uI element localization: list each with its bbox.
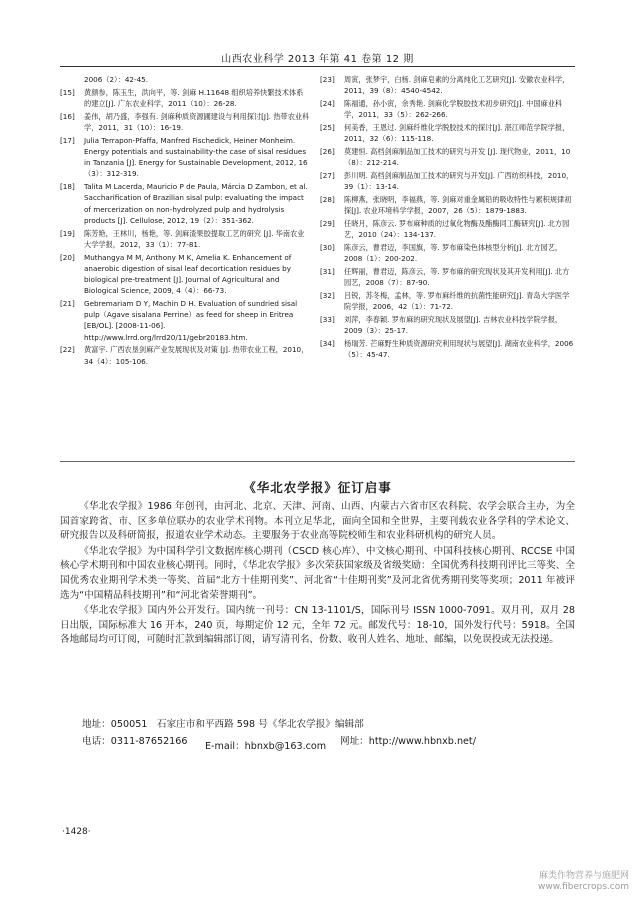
reference-number: [28] xyxy=(320,195,335,204)
watermark-title: 麻类作物营养与施肥网 xyxy=(538,871,629,881)
reference-number: [24] xyxy=(320,99,335,108)
reference-text: 周寅，张梦宇，白杨. 剑麻皂素的分离纯化工艺研究[J]. 安徽农业科学，2011，39（8）：4540-4542. xyxy=(344,75,570,96)
header-divider xyxy=(60,66,575,67)
reference-number: [29] xyxy=(320,219,335,228)
reference-text: 姜伟，胡乃盛，李强有. 剑麻种质资源圃建设与利用探讨[J]. 热带农业科学，2011，31（10）：16-19. xyxy=(84,111,310,132)
reference-text: 莫建恒. 高档剑麻制品加工技术的研究与开发 [J]. 现代物业，2011，10（8）：212-214. xyxy=(344,147,571,168)
reference-number xyxy=(60,74,84,85)
reference-number: [34] xyxy=(320,339,335,348)
page-number: ·1428· xyxy=(62,827,91,837)
reference-number: [19] xyxy=(60,228,75,238)
reference-number: [20] xyxy=(60,252,75,262)
reference-item xyxy=(320,122,575,144)
contact-address: 地址：050051 石家庄市和平西路 598 号《华北农学报》编辑部 xyxy=(82,719,364,730)
reference-item xyxy=(320,314,575,336)
reference-number: [17] xyxy=(60,135,75,145)
reference-item xyxy=(60,74,310,85)
reference-text: 陈彦云，曹君迈，李国旗，等. 罗布麻染色体核型分析[J]. 北方园艺，2008（1）：200-202. xyxy=(344,243,563,264)
notice-title: 《华北农学报》征订启事 xyxy=(243,480,392,495)
reference-item xyxy=(320,74,575,96)
notice-divider xyxy=(60,461,575,462)
reference-item xyxy=(320,218,575,240)
reference-item xyxy=(60,135,310,180)
reference-number: [22] xyxy=(60,345,75,355)
notice-paragraph: 《华北农学报》国内外公开发行。国内统一刊号：CN 13-1101/S，国际刊号 ISSN 1000-7091。双月刊，双月 28 日出版，国际标准大 16 开本，240 页，每期定价 12 元，全年 72 元。邮发代号：18-10，国外发行代号：5918。全国各地邮局均可订阅，可随时汇款到编辑部订阅，请写清刊名、份数、收刊人姓名、地址、邮编，以免误投或无法投递。 xyxy=(60,605,575,646)
site-watermark xyxy=(538,871,629,893)
reference-item xyxy=(320,170,575,192)
reference-text: Julia Terrapon-Pfaffa, Manfred Fischedick, Heiner Monheim. Energy potentials and sustainability-the case of sisal residues in Tanzania [J]. Energy for Sustainable Development, 2012, 16（3）：312-319. xyxy=(84,135,308,179)
contact-email: E-mail：hbnxb@163.com xyxy=(205,741,327,752)
notice-paragraph: 《华北农学报》1986 年创刊，由河北、北京、天津、河南、山西、内蒙古六省市区农科院、农学会联合主办，为全国首家跨省、市、区多单位联办的农业学术刊物。本刊立足华北，面向全国和全世界，主要刊载农业各学科的学术论文、研究报告以及科研简报，报道农业学术动态。主要服务于农业高等院校师生和农业科研机构的研究人员。 xyxy=(60,501,575,542)
reference-text: 陈福通，孙小寅，余秀艳. 剑麻化学脱胶技术初步研究[J]. 中国麻业科学，2011，33（5）：262-266. xyxy=(344,99,563,120)
reference-item xyxy=(60,87,310,109)
reference-item xyxy=(320,290,575,312)
contact-phone: 电话：0311-87652166 xyxy=(82,736,188,747)
reference-item xyxy=(320,146,575,168)
reference-text: Talita M Lacerda, Mauricio P de Paula, Márcia D Zambon, et al. Saccharification of Brazilian sisal pulp: evaluating the impact of mercerization on non-hydrolyzed pulp and hydrolysis products [J]. Cellulose, 2012, 19（2）：351-362. xyxy=(84,182,308,225)
reference-number: [27] xyxy=(320,171,335,180)
notice-paragraph: 《华北农学报》为中国科学引文数据库核心期刊（CSCD 核心库）、中文核心期刊、中国科技核心期刊、RCCSE 中国核心学术期刊和中国农业核心期刊。同时，《华北农学报》多次荣获国家级及省级奖励：全国优秀科技期刊评比三等奖、全国优秀农业期刊学术类一等奖、首届“北方十佳期刊奖”、河北省“十佳期刊奖”及河北省优秀期刊奖等奖项；2011 年被评选为“中国精品科技期刊”和“河北省荣誉期刊”。 xyxy=(60,545,575,601)
reference-text: 任辉丽，曹君迈，陈彦云，等. 罗布麻的研究现状及其开发利用[J]. 北方园艺，2008（7）：87-90. xyxy=(344,267,570,288)
reference-text: 任晓月，陈彦云. 罗布麻种质的过氧化物酶及酯酶同工酶研究[J]. 北方园艺，2010（24）：134-137. xyxy=(344,219,570,240)
reference-number: [23] xyxy=(320,75,335,84)
reference-number: [26] xyxy=(320,147,335,156)
reference-text: 陈柳燕，张晓明，李福燕，等. 剑麻对重金属铅的吸收特性与累积规律初探[J]. 农业环境科学学报，2007，26（5）：1879-1883. xyxy=(344,195,572,216)
reference-text: Muthangya M M, Anthony M K, Amelia K. Enhancement of anaerobic digestion of sisal leaf decortication residues by biological pre-treatment [J]. Journal of Agricultural and Biological Science, 2009, 4（4）：66-73. xyxy=(84,252,292,296)
running-header: 山西农业科学 2013 年第 41 卷第 12 期 xyxy=(221,54,414,65)
reference-number: [21] xyxy=(60,299,75,309)
reference-text: 刘萍，李春颖. 罗布麻的研究现状及展望[J]. 吉林农业科技学院学报，2009（3）：25-17. xyxy=(344,315,563,336)
reference-item xyxy=(320,194,575,216)
reference-item xyxy=(60,298,310,343)
reference-text: 黄富宇. 广西农垦剑麻产业发展现状及对策 [J]. 热带农业工程，2010，34（4）：105-106. xyxy=(84,345,309,366)
reference-item xyxy=(60,228,310,250)
reference-item xyxy=(320,242,575,264)
reference-text: 何美香，王恩过. 剑麻纤维化学脱胶技术的探讨[J]. 湛江师范学院学报，2011，32（6）：115-118. xyxy=(344,123,570,144)
references-right-column xyxy=(320,74,575,362)
reference-number: [32] xyxy=(320,291,335,300)
reference-number: [30] xyxy=(320,243,335,252)
reference-item xyxy=(60,252,310,297)
reference-item xyxy=(320,338,575,360)
reference-text: 2006（2）：42-45. xyxy=(84,75,148,84)
reference-number: [15] xyxy=(60,87,75,97)
reference-number: [18] xyxy=(60,182,75,192)
notice-body xyxy=(60,500,575,649)
reference-number: [33] xyxy=(320,315,335,324)
reference-item xyxy=(320,98,575,120)
reference-text: 黄颜参，陈玉生，洪向平，等. 剑麻 H.11648 组织培养快繁技术体系的建立[J]. 广东农业科学，2011（10）：26-28. xyxy=(84,87,304,108)
reference-item xyxy=(320,266,575,288)
reference-number: [25] xyxy=(320,123,335,132)
contact-website: 网址：http://www.hbnxb.net/ xyxy=(340,736,476,747)
reference-item xyxy=(60,111,310,133)
references-left-column xyxy=(60,74,310,368)
reference-number: [31] xyxy=(320,267,335,276)
watermark-url: www.fibercrops.com xyxy=(538,882,629,892)
reference-text: 彭川明. 高档剑麻制品加工技术的研究与开发[J]. 广西纺织科技，2010，39（1）：13-14. xyxy=(344,171,574,192)
reference-item xyxy=(60,344,310,366)
reference-text: 吕锐，苏冬梅，孟林，等. 罗布麻纤维的抗菌性能研究[J]. 青岛大学医学院学报，2006，42（1）：71-72. xyxy=(344,291,570,312)
reference-text: Gebremariam D Y, Machin D H. Evaluation of sundried sisal pulp（Agave sisalana Perrine）as feed for sheep in Eritrea [EB/OL]. [2008-11-06]. http://www.lrrd.org/lrrd20/11/gebr20183.htm. xyxy=(84,299,298,342)
reference-text: 陈芳艳，王林川，杨艳，等. 剑麻渣果胶提取工艺的研究 [J]. 华南农业大学学报，2012，33（1）：77-81. xyxy=(84,228,305,249)
reference-item xyxy=(60,181,310,226)
reference-number: [16] xyxy=(60,111,75,121)
reference-text: 杨瑞芳. 芒麻野生种质资源研究利用现状与展望[J]. 湖南农业科学，2006（5）：45-47. xyxy=(344,339,574,360)
